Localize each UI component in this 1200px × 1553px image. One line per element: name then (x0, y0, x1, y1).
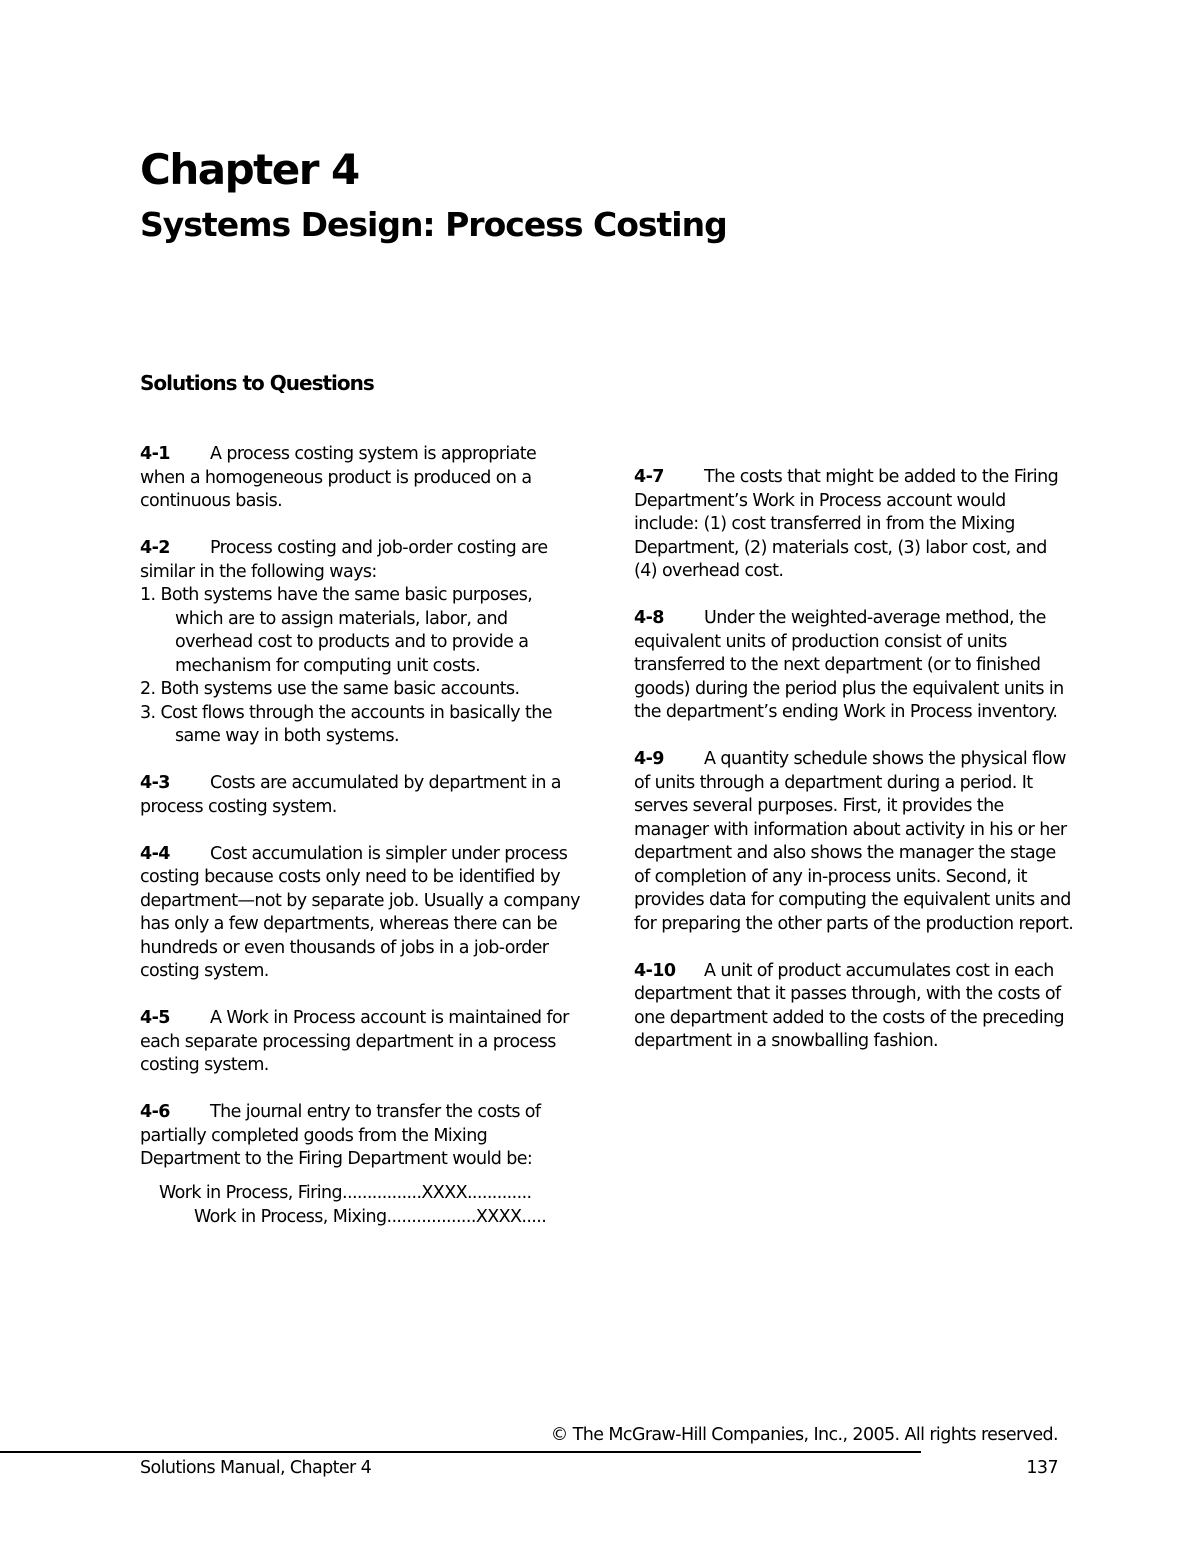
question-answer: A process costing system is appropriate when a homogeneous product is produced on a continuous basis. (140, 444, 537, 511)
list-item: 2. Both systems use the same basic accounts. (140, 679, 520, 699)
question-4-5 (140, 1007, 580, 1078)
question-number: 4-1 (140, 444, 170, 464)
question-answer: A quantity schedule shows the physical flow of units through a department during a period. It serves several purposes. First, it provides the manager with information about activity in his or her department and also shows the manager the stage of completion of any in-process units. Second, it provides data for computing the equivalent units and for preparing the other parts of the production report. (634, 749, 1074, 934)
copyright-notice: © The McGraw-Hill Companies, Inc., 2005. All rights reserved. (550, 1425, 1058, 1445)
question-4-8 (634, 607, 1074, 725)
question-4-4 (140, 843, 580, 984)
question-4-3 (140, 772, 580, 819)
question-4-1 (140, 443, 580, 514)
question-number: 4-7 (634, 467, 664, 487)
list-item: 3. Cost flows through the accounts in basically the same way in both systems. (140, 702, 552, 746)
question-4-6 (140, 1101, 580, 1172)
journal-debit-line: Work in Process, Firing................XXXX............. (159, 1183, 532, 1203)
footer-divider (0, 1451, 921, 1453)
question-number: 4-6 (140, 1102, 170, 1122)
journal-credit-line: Work in Process, Mixing..................XXXX..... (194, 1206, 547, 1227)
question-4-2 (140, 537, 580, 749)
question-answer: The journal entry to transfer the costs of partially completed goods from the Mixing Department to the Firing Department would be: (140, 1102, 541, 1169)
left-column (140, 443, 580, 1229)
question-answer: A unit of product accumulates cost in each department that it passes through, with the costs of one department added to the costs of the preceding department in a snowballing fashion. (634, 960, 1064, 1051)
list-item: 1. Both systems have the same basic purposes, which are to assign materials, labor, and overhead cost to products and to provide a mechanism for computing unit costs. (140, 585, 533, 676)
question-answer: A Work in Process account is maintained for each separate processing department in a process costing system. (140, 1008, 569, 1075)
journal-entry (140, 1182, 580, 1229)
right-column (634, 466, 1074, 1077)
section-heading: Solutions to Questions (140, 371, 374, 395)
question-number: 4-5 (140, 1008, 170, 1028)
question-4-9 (634, 748, 1074, 936)
question-number: 4-8 (634, 608, 664, 628)
chapter-title: Chapter 4 (140, 145, 359, 194)
similarity-list (140, 584, 580, 749)
question-number: 4-2 (140, 538, 170, 558)
question-answer: Costs are accumulated by department in a process costing system. (140, 773, 561, 817)
footer-manual-title: Solutions Manual, Chapter 4 (140, 1458, 372, 1478)
question-number: 4-4 (140, 843, 170, 864)
chapter-subtitle: Systems Design: Process Costing (140, 205, 727, 244)
question-answer: The costs that might be added to the Firing Department’s Work in Process account would include: (1) cost transferred in from the Mixing Department, (2) materials cost, (3) labor cost, and (4) overhead cost. (634, 467, 1059, 581)
question-number: 4-3 (140, 773, 170, 793)
question-4-7 (634, 466, 1074, 584)
question-number: 4-10 (634, 960, 676, 981)
question-answer: Process costing and job-order costing are similar in the following ways: (140, 538, 548, 582)
question-answer: Cost accumulation is simpler under process costing because costs only need to be identified by department—not by separate job. Usually a company has only a few departments, whereas there can be hundreds or even thousands of jobs in a job-order costing system. (140, 843, 580, 981)
question-4-10 (634, 960, 1074, 1054)
question-number: 4-9 (634, 749, 664, 769)
question-answer: Under the weighted-average method, the equivalent units of production consist of units transferred to the next department (or to finished goods) during the period plus the equivalent units in the department’s ending Work in Process inventory. (634, 608, 1064, 722)
page-number: 137 (1026, 1458, 1058, 1478)
